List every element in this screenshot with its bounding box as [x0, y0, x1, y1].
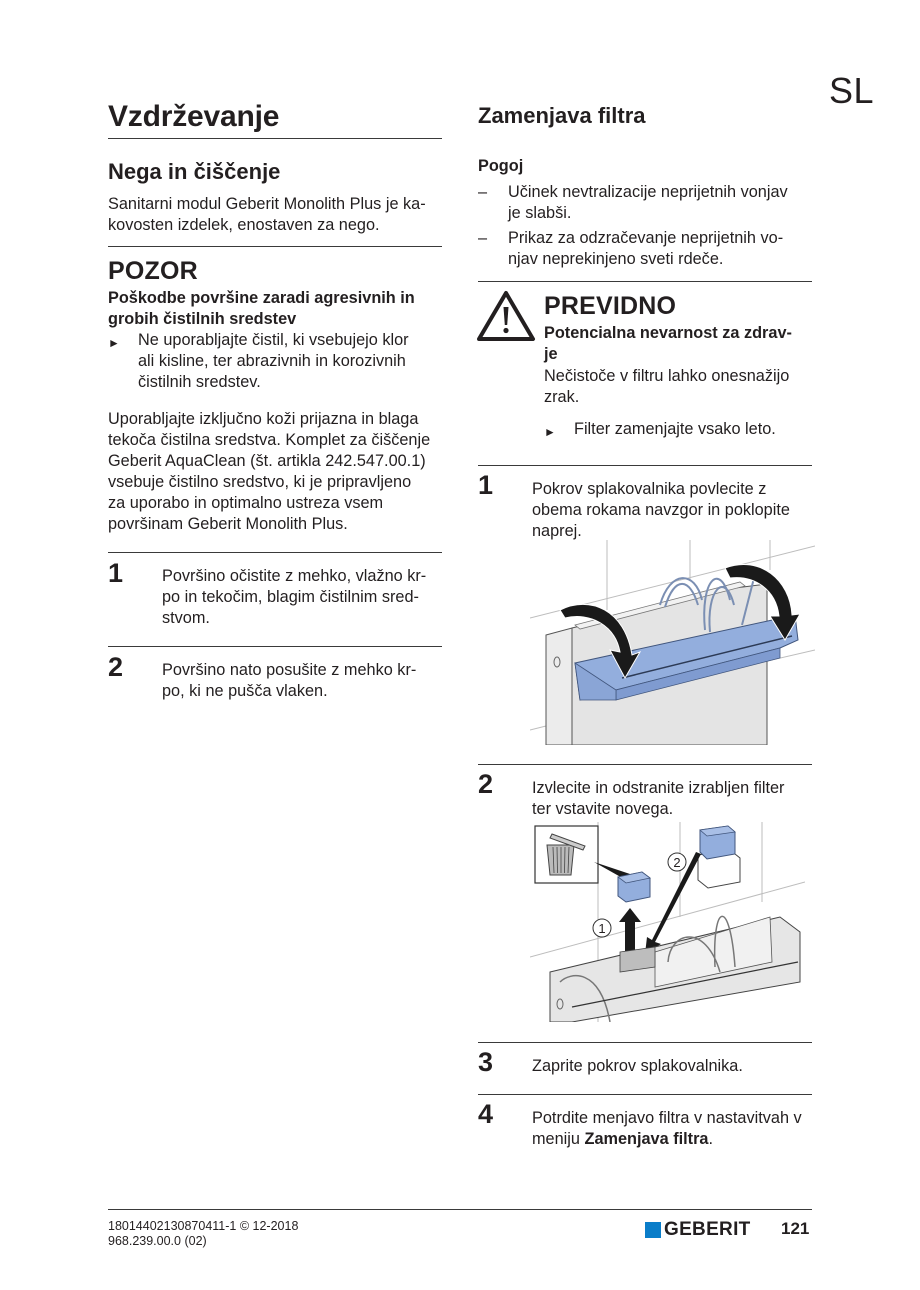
step-number: 2 — [108, 652, 124, 682]
text-line: površinam Geberit Monolith Plus. — [108, 515, 348, 533]
divider — [478, 465, 812, 466]
text-line: Zaprite pokrov splakovalnika. — [532, 1057, 743, 1075]
divider — [478, 281, 812, 282]
section-intro — [108, 194, 448, 236]
condition-item — [478, 182, 818, 224]
text-line: njav neprekinjeno sveti rdeče. — [508, 250, 724, 268]
divider — [108, 138, 442, 139]
condition-item — [478, 228, 818, 270]
geberit-logo — [645, 1219, 751, 1241]
text-line: Nečistoče v filtru lahko onesnažijo — [544, 367, 790, 385]
logo-square-icon — [645, 1222, 661, 1238]
notice-hazard — [108, 288, 448, 330]
illustration-filter-swap — [530, 822, 805, 1022]
dash-bullet: – — [478, 183, 488, 201]
footer-divider — [108, 1209, 812, 1210]
text-line: grobih čistilnih sredstev — [108, 310, 297, 328]
text-line: naprej. — [532, 522, 582, 540]
section-heading: Nega in čiščenje — [108, 159, 281, 184]
step-number: 4 — [478, 1099, 494, 1129]
text-line: Poškodbe površine zaradi agresivnih in — [108, 289, 415, 307]
warning-action — [544, 419, 819, 443]
text-line: obema rokama navzgor in poklopite — [532, 501, 790, 519]
step-number: 1 — [108, 558, 124, 588]
divider — [478, 764, 812, 765]
text-line: zrak. — [544, 388, 580, 406]
notice-action — [108, 330, 448, 393]
page-title: Vzdrževanje — [108, 100, 280, 133]
callout-2: 2 — [673, 855, 681, 870]
divider — [478, 1094, 812, 1095]
divider — [108, 246, 442, 247]
text-run: meniju — [532, 1130, 585, 1148]
warning-triangle-icon — [476, 290, 536, 342]
dash-bullet: – — [478, 229, 488, 247]
text-line: Ne uporabljajte čistil, ki vsebujejo klor — [138, 331, 409, 349]
text-line: čistilnih sredstev. — [138, 373, 261, 391]
step-text — [532, 1108, 822, 1150]
divider — [108, 552, 442, 553]
section-title: Zamenjava filtra — [478, 103, 646, 128]
text-line: ali kisline, ter abrazivnih in korozivnih — [138, 352, 406, 370]
text-line: stvom. — [162, 609, 210, 627]
text-line: Geberit AquaClean (št. artikla 242.547.00.1) — [108, 452, 426, 470]
step-text — [162, 566, 447, 629]
cleaning-paragraph — [108, 409, 453, 535]
step-text — [532, 479, 817, 542]
text-line: za uporabo in optimalno ustreza vsem — [108, 494, 384, 512]
condition-list — [478, 182, 818, 270]
text-line: Uporabljajte izključno koži prijazna in blaga — [108, 410, 419, 428]
text-line: vsebuje čistilno sredstvo, ki je pripravljeno — [108, 473, 412, 491]
doc-number: 968.239.00.0 (02) — [108, 1234, 207, 1248]
text-line: Prikaz za odzračevanje neprijetnih vo- — [508, 229, 784, 247]
footer-doc-info — [108, 1219, 298, 1249]
warning-consequence — [544, 366, 819, 408]
text-line: Površino očistite z mehko, vlažno kr- — [162, 567, 427, 585]
text-line: Površino nato posušite z mehko kr- — [162, 661, 417, 679]
warning-hazard — [544, 323, 819, 365]
divider — [108, 646, 442, 647]
triangle-bullet-icon: ► — [108, 336, 120, 350]
text-line: Učinek nevtralizacije neprijetnih vonjav — [508, 183, 788, 201]
condition-label: Pogoj — [478, 157, 524, 175]
text-line: Potencialna nevarnost za zdrav- — [544, 324, 792, 342]
text-line: Sanitarni modul Geberit Monolith Plus je ka- — [108, 195, 426, 213]
logo-text: GEBERIT — [664, 1219, 751, 1240]
notice-signal-word: POZOR — [108, 257, 198, 285]
step-text — [162, 660, 447, 702]
text-line: po, ki ne pušča vlaken. — [162, 682, 328, 700]
text-line: Filter zamenjajte vsako leto. — [574, 420, 776, 438]
text-line: Potrdite menjavo filtra v nastavitvah v — [532, 1109, 802, 1127]
page-number: 121 — [781, 1219, 810, 1238]
triangle-bullet-icon: ► — [544, 425, 556, 439]
doc-id: 18014402130870411-1 © 12-2018 — [108, 1219, 299, 1233]
step-number: 2 — [478, 769, 494, 799]
step-text — [532, 778, 817, 820]
step-number: 1 — [478, 470, 494, 500]
text-run: . — [708, 1130, 714, 1148]
warning-signal-word: PREVIDNO — [544, 292, 677, 320]
text-line: tekoča čistilna sredstva. Komplet za čiščenje — [108, 431, 431, 449]
illustration-cover-fold — [530, 540, 815, 745]
divider — [478, 1042, 812, 1043]
text-line: je slabši. — [508, 204, 572, 222]
text-line — [532, 1129, 822, 1150]
text-line: Pokrov splakovalnika povlecite z — [532, 480, 767, 498]
menu-name: Zamenjava filtra — [584, 1130, 709, 1148]
step-text — [532, 1056, 817, 1077]
step-number: 3 — [478, 1047, 494, 1077]
text-line: ter vstavite novega. — [532, 800, 674, 818]
language-code: SL — [829, 70, 875, 111]
text-line: kovosten izdelek, enostaven za nego. — [108, 216, 380, 234]
text-line: po in tekočim, blagim čistilnim sred- — [162, 588, 419, 606]
callout-1: 1 — [598, 921, 606, 936]
text-line: Izvlecite in odstranite izrabljen filter — [532, 779, 785, 797]
text-line: je — [544, 345, 558, 363]
